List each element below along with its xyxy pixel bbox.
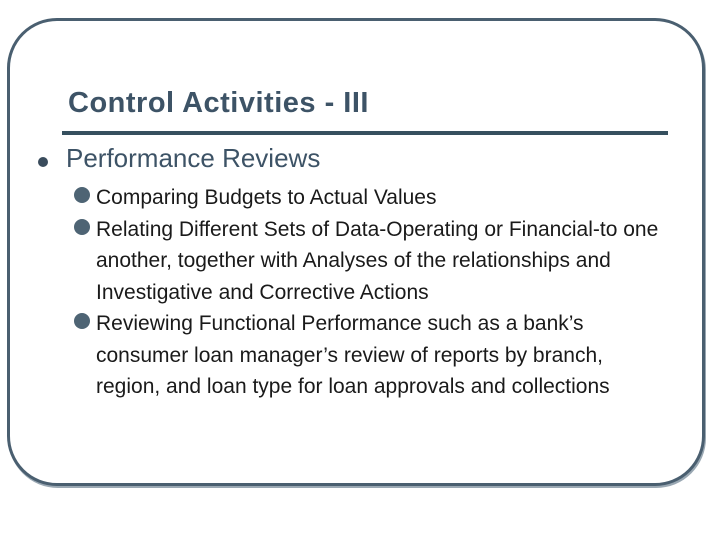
main-bullet-text: Performance Reviews xyxy=(66,143,321,173)
slide-title: Control Activities - III xyxy=(68,87,369,119)
sub-bullet-text: Relating Different Sets of Data-Operating or Financial-to one another, together with Analyses of the relationships and Investigative and Corrective Actions xyxy=(96,217,659,304)
bullet-dot-icon xyxy=(74,219,90,235)
bullet-dot-icon xyxy=(74,187,90,203)
sub-bullet-item xyxy=(74,214,664,309)
sub-bullet-text: Comparing Budgets to Actual Values xyxy=(96,186,437,209)
bullet-dot-icon xyxy=(74,313,90,329)
sub-bullet-item xyxy=(74,182,664,214)
sub-bullet-list xyxy=(74,182,664,403)
sub-bullet-text: Reviewing Functional Performance such as a bank’s consumer loan manager’s review of reports by branch, region, and loan type for loan approvals and collections xyxy=(96,312,610,398)
title-underline xyxy=(62,131,668,135)
bullet-dot-icon xyxy=(38,157,48,167)
sub-bullet-item xyxy=(74,308,664,403)
